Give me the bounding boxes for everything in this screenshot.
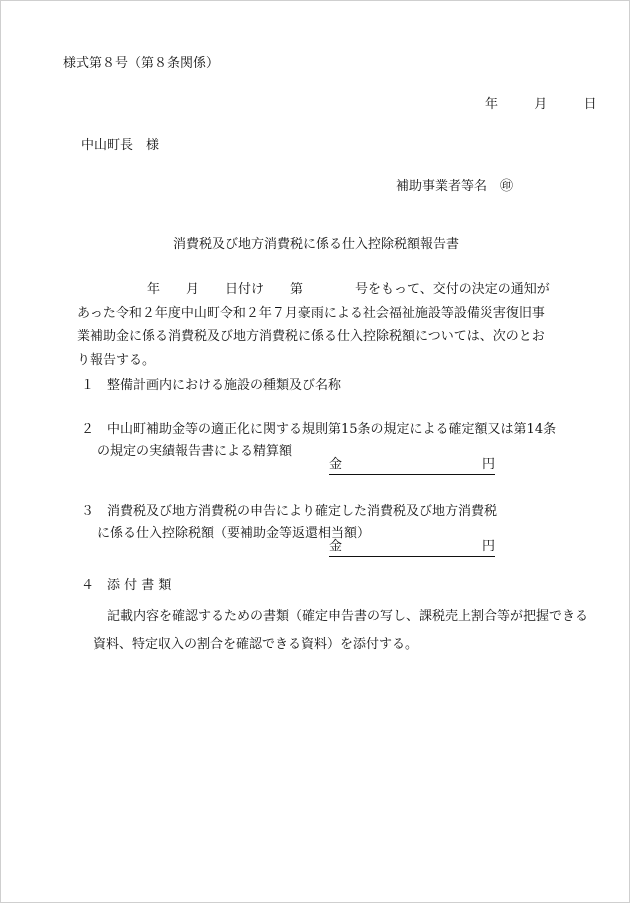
- amount-prefix: 金: [329, 457, 343, 472]
- intro-line-2: あった令和２年度中山町令和２年７月豪雨による社会福祉施設等設備災害復旧事: [77, 305, 545, 321]
- addressee: 中山町長 様: [81, 138, 160, 153]
- amount-prefix: 金: [329, 539, 343, 554]
- date-line: [485, 98, 597, 111]
- date-day: 日: [583, 97, 597, 112]
- applicant-name: 補助事業者等名 ㊞: [396, 179, 514, 194]
- date-month: 月: [534, 97, 548, 112]
- section-4-line-2: 資料、特定収入の割合を確認できる資料）を添付する。: [93, 637, 419, 652]
- intro-line-4: り報告する。: [77, 352, 156, 368]
- form-label: 様式第８号（第８条関係）: [63, 56, 220, 71]
- amount-suffix: 円: [481, 539, 495, 554]
- section-2-line-2: の規定の実績報告書による精算額: [97, 444, 293, 459]
- section-4-body: [93, 603, 597, 659]
- amount-field-tax-deduction: [329, 540, 495, 557]
- section-2-line-1: ２ 中山町補助金等の適正化に関する規則第15条の規定による確定額又は第14条: [81, 422, 557, 437]
- intro-line-1: 年 月 日付け 第 号をもって、交付の決定の通知が: [147, 282, 550, 297]
- section-4-heading: ４ 添 付 書 類: [81, 578, 172, 593]
- amount-field-settled: [329, 458, 495, 475]
- date-year: 年: [485, 97, 499, 112]
- section-1: １ 整備計画内における施設の種類及び名称: [81, 378, 342, 393]
- amount-suffix: 円: [481, 457, 495, 472]
- section-3-line-1: ３ 消費税及び地方消費税の申告により確定した消費税及び地方消費税: [81, 504, 498, 519]
- document-title: 消費税及び地方消費税に係る仕入控除税額報告書: [172, 237, 459, 252]
- section-3-line-2: に係る仕入控除税額（要補助金等返還相当額）: [97, 526, 371, 541]
- intro-line-3: 業補助金に係る消費税及び地方消費税に係る仕入控除税額については、次のとお: [77, 329, 545, 344]
- section-4-line-1: 記載内容を確認するための書類（確定申告書の写し、課税売上割合等が把握できる: [107, 609, 589, 624]
- intro-paragraph: [77, 278, 587, 372]
